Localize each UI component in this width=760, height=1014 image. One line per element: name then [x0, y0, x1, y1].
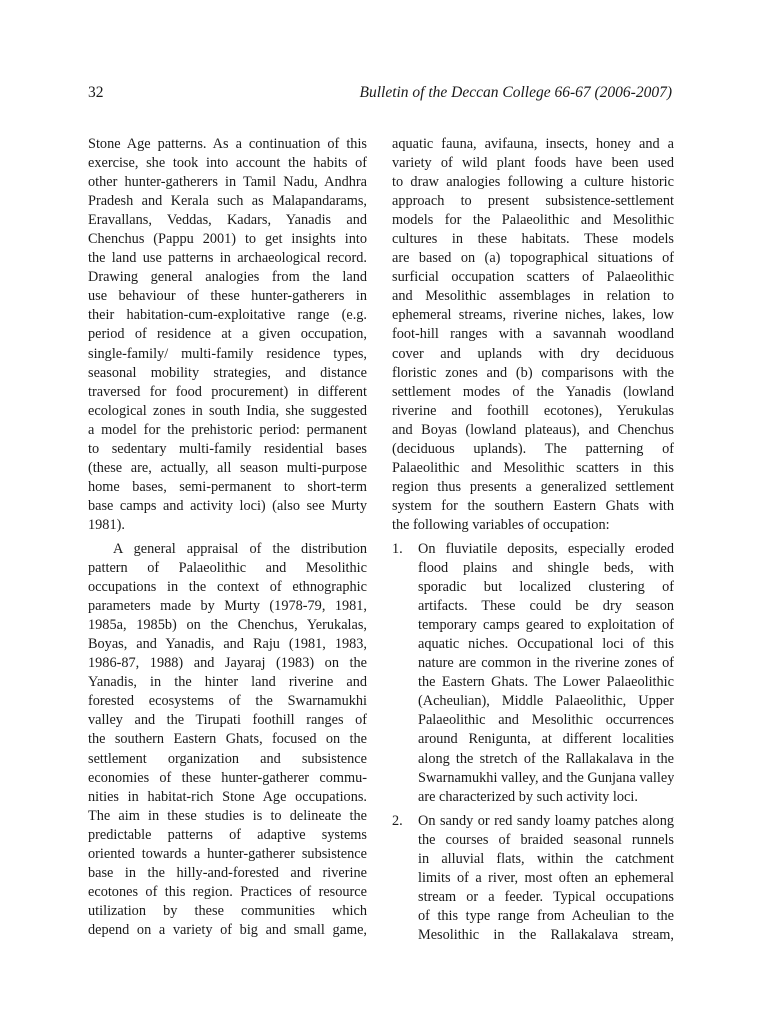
text-line: 1986-87, 1988) and Jayaraj (1983) on the — [88, 655, 367, 672]
text-line: sporadic but localized clustering of — [418, 579, 674, 596]
text-line: nature are common in the riverine zones of — [418, 655, 674, 672]
text-line: the land use patterns in archaeological record. — [88, 250, 367, 267]
text-line: a model for the prehistoric period: permanent — [88, 421, 367, 438]
text-line: settlement modes of the Yanadis (lowland — [392, 383, 674, 400]
text-line: Palaeolithic and Mesolithic scatters in this — [392, 459, 674, 476]
text-line: the following variables of occupation: — [392, 516, 610, 533]
text-line: 1981). — [88, 516, 125, 533]
list-number: 1. — [392, 540, 403, 557]
text-line: surficial occupation scatters of Palaeolithic — [392, 269, 674, 286]
paragraph — [392, 135, 674, 535]
text-line: limits of a river, most often an ephemeral — [418, 869, 674, 886]
text-line: are characterized by such activity loci. — [418, 788, 638, 805]
running-header — [88, 84, 672, 106]
text-line: artifacts. These could be dry season — [418, 598, 674, 615]
text-line: around Renigunta, at different localities — [418, 731, 674, 748]
text-line: depend on a variety of big and small game, — [88, 921, 367, 938]
text-line: A general appraisal of the distribution — [113, 540, 367, 557]
text-line: flood plains and shingle beds, with — [418, 560, 674, 577]
text-line: On sandy or red sandy loamy patches along — [418, 812, 674, 829]
text-line: riverine and foothill ecotones), Yerukulas — [392, 402, 674, 419]
text-line: Yanadis, in the hinter land riverine and — [88, 674, 367, 691]
text-line: single-family/ multi-family residence types, — [88, 345, 367, 362]
right-column — [392, 135, 674, 945]
text-line: other hunter-gatherers in Tamil Nadu, Andhra — [88, 174, 367, 191]
text-line: economies of these hunter-gatherer commu- — [88, 769, 367, 786]
text-line: Mesolithic in the Rallakalava stream, — [418, 926, 674, 943]
text-line: valley and the Tirupati foothill ranges of — [88, 712, 367, 729]
text-line: parameters made by Murty (1978-79, 1981, — [88, 598, 367, 615]
text-line: (these are, actually, all season multi-purpose — [88, 459, 367, 476]
text-line: variety of wild plant foods have been used — [392, 155, 674, 172]
text-line: utilization by these communities which — [88, 902, 367, 919]
text-line: seasonal mobility strategies, and distance — [88, 364, 367, 381]
text-line: the southern Eastern Ghats, focused on the — [88, 731, 367, 748]
text-line: Eravallans, Veddas, Kadars, Yanadis and — [88, 212, 367, 229]
text-line: Boyas, and Yanadis, and Raju (1981, 1983, — [88, 636, 367, 653]
text-line: occupations in the context of ethnographic — [88, 579, 367, 596]
text-line: system for the southern Eastern Ghats with — [392, 497, 674, 514]
text-line: in alluvial flats, within the catchment — [418, 850, 674, 867]
list-item-text — [418, 540, 674, 807]
page-number: 32 — [88, 84, 104, 101]
text-line: predictable patterns of adaptive systems — [88, 826, 367, 843]
text-line: 1985a, 1985b) on the Chenchus, Yerukalas, — [88, 617, 367, 634]
text-line: the courses of braided seasonal runnels — [418, 831, 674, 848]
text-line: cultures in these habitats. These models — [392, 231, 674, 248]
text-line: floristic zones and (b) comparisons with the — [392, 364, 674, 381]
text-line: region thus presents a generalized settlement — [392, 478, 674, 495]
text-line: nities in habitat-rich Stone Age occupations. — [88, 788, 367, 805]
text-line: settlement organization and subsistence — [88, 750, 367, 767]
text-line: (Acheulian), Middle Palaeolithic, Upper — [418, 693, 674, 710]
paragraph — [88, 135, 367, 535]
text-line: stream or a feeder. Typical occupations — [418, 888, 674, 905]
text-line: Pradesh and Kerala such as Malapandarams, — [88, 193, 367, 210]
left-column — [88, 135, 367, 940]
text-line: ecological zones in south India, she suggested — [88, 402, 367, 419]
text-line: period of residence at a given occupation, — [88, 326, 367, 343]
text-line: The aim in these studies is to delineate the — [88, 807, 367, 824]
text-line: exercise, she took into account the habits of — [88, 155, 367, 172]
text-line: and Mesolithic assemblages in relation to — [392, 288, 674, 305]
text-line: are based on (a) topographical situations of — [392, 250, 674, 267]
text-line: Drawing general analogies from the land — [88, 269, 367, 286]
text-line: models for the Palaeolithic and Mesolithic — [392, 212, 674, 229]
text-line: aquatic fauna, avifauna, insects, honey and a — [392, 136, 674, 152]
text-line: base camps and activity loci) (also see Murty — [88, 497, 367, 514]
text-line: Palaeolithic and Mesolithic occurrences — [418, 712, 674, 729]
list-number: 2. — [392, 812, 403, 829]
text-line: cover and uplands with dry deciduous — [392, 345, 674, 362]
paragraph — [88, 540, 367, 940]
text-line: approach to present subsistence-settlement — [392, 193, 674, 210]
text-line: Chenchus (Pappu 2001) to get insights into — [88, 231, 367, 248]
list-item — [392, 812, 674, 945]
text-line: of this type range from Acheulian to the — [418, 907, 674, 924]
text-line: foot-hill ranges with a savannah woodland — [392, 326, 674, 343]
text-line: ephemeral streams, riverine niches, lakes, low — [392, 307, 674, 324]
text-line: to sedentary multi-family residential bases — [88, 440, 367, 457]
text-line: along the stretch of the Rallakalava in the — [418, 750, 674, 767]
text-line: Stone Age patterns. As a continuation of this — [88, 136, 367, 152]
journal-title: Bulletin of the Deccan College 66-67 (2006-2007) — [359, 84, 672, 101]
list-item — [392, 540, 674, 807]
text-line: Swarnamukhi valley, and the Gunjana valley — [418, 769, 674, 786]
text-line: the Eastern Ghats. The Lower Palaeolithic — [418, 674, 674, 691]
list-item-text — [418, 812, 674, 945]
text-line: forested ecosystems of the Swarnamukhi — [88, 693, 367, 710]
text-line: temporary camps geared to exploitation of — [418, 617, 674, 634]
text-line: their habitation-cum-exploitative range (e.g. — [88, 307, 367, 324]
text-line: to draw analogies following a culture historic — [392, 174, 674, 191]
text-line: base in the hilly-and-forested and riverine — [88, 864, 367, 881]
text-line: use behaviour of these hunter-gatherers in — [88, 288, 367, 305]
text-line: aquatic niches. Occupational loci of this — [418, 636, 674, 653]
text-line: traversed for food procurement) in different — [88, 383, 367, 400]
text-line: oriented towards a hunter-gatherer subsistence — [88, 845, 367, 862]
text-line: (deciduous uplands). The patterning of — [392, 440, 674, 457]
numbered-list — [392, 540, 674, 945]
text-line: and Boyas (lowland plateaus), and Chenchus — [392, 421, 674, 438]
text-line: ecotones of this region. Practices of resource — [88, 883, 367, 900]
text-line: pattern of Palaeolithic and Mesolithic — [88, 560, 367, 577]
text-line: home bases, semi-permanent to short-term — [88, 478, 367, 495]
text-line: On fluviatile deposits, especially eroded — [418, 540, 674, 557]
